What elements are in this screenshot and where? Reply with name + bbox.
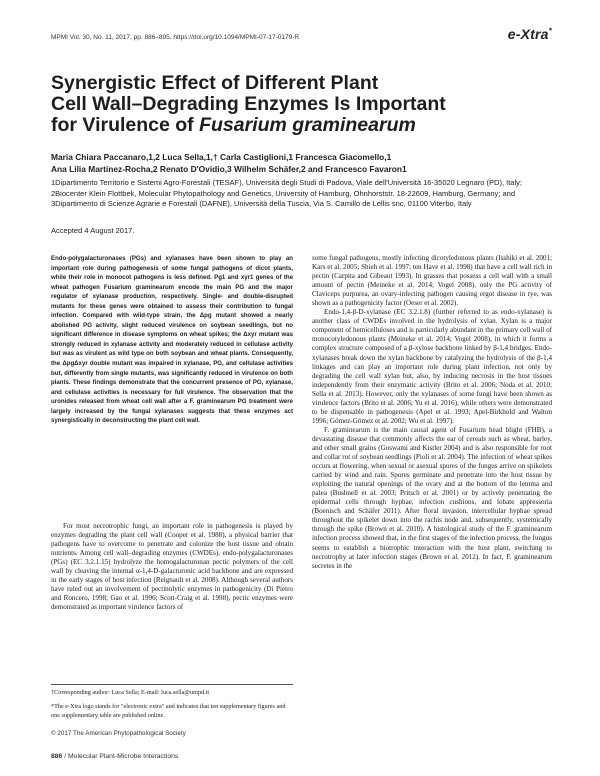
body-left-column: For most necrotrophic fungi, an important role in pathogenesis is played by enzymes degrading the plant cell wall (Cooper et al. 1988), a physical barrier that pathogens have to overcome to penetrate and colonize the host tissue and obtain nutrients. Among cell wall–degrading enzymes (CWDEs), endo-polygalacturonases (PGs) (EC 3.2.1.15) hydrolyze the homogalacturonan pectic polymers of the cell wall by cleaving the internal α-1,4-D-galacturonic acid backbone and are expressed in the early stages of host infection (Reignault et al. 2008). Although several authors have ruled out an involvement of pectinolytic enzymes in pathogenicity (Di Pietro and Roncero, 1998; Gao et al. 1996; Scott-Craig et al. 1998), pectic enzymes were demonstrated as important virulence factors of (51, 522, 293, 612)
page-footer (51, 753, 178, 760)
title-line-3 (51, 115, 551, 136)
author-list (51, 151, 551, 175)
copyright-line: © 2017 The American Phytopathological Society (51, 730, 186, 737)
affiliations: 1Dipartimento Territorio e Sistemi Agro-Forestali (TESAF), Università degli Studi di Padova, Viale dell'Università 16-35020 Legnaro (PD), Italy; 2Biocenter Klein Flottbek, Molecular Phytopathology and Genetics, University of Hamburg, Ohnhorststr. 18-22609, Hamburg, Germany; and 3Dipartimento di Scienze Agrarie e Forestali (DAFNE), Università della Tuscia, Via S. Camillo de Lellis snc, 01100 Viterbo, Italy (51, 178, 522, 209)
article-title (51, 73, 551, 136)
title-species: Fusarium graminearum (199, 114, 416, 136)
journal-name: / Molecular Plant-Microbe Interactions (62, 753, 179, 760)
title-line-3-text: for Virulence of (51, 114, 200, 136)
body-right-column (312, 254, 552, 571)
authors-line-1: Maria Chiara Paccanaro,1,2 Luca Sella,1,† Carla Castiglioni,1 Francesca Giacomello,1 (51, 152, 392, 162)
paragraph-fusarium: F. graminearum is the main causal agent of Fusarium head blight (FHB), a devastating disease that commonly affects the ear of cereals such as wheat, barley, and other small grains (Goswami and Kistler 2004) and is also responsible for root and collar rot of soybean seedlings (Pioli et al. 2004). The infection of wheat spikes occurs at flowering, when sexual or asexual spores of the fungus arrive on spikelets carried by wind and rain. Spores germinate and penetrate into the host tissue by exploiting the natural openings of the ovary and at the bottom of the lemma and palea (Bushnell et al. 2003; Pritsch et al. 2001) or by actively penetrating the epidermal cells through hyphae, infection cushions, and lobate appressoria (Boenisch and Schäfer 2011). After floral invasion, intercellular hyphae spread throughout the spikelet down into the rachis node and, subsequently, systemically through the spike (Brown et al. 2010). A histological study of the F. graminearum infection process showed that, in the first stages of the infection process, the fungus seems to establish a biotrophic interaction with the host plant, switching to necrotrophy at later infection stages (Brown et al. 2012). In fact, F. graminearum secretes in the (312, 425, 552, 570)
abstract: Endo-polygalacturonases (PGs) and xylanases have been shown to play an important role during pathogenesis of some fungal pathogens of dicot plants, while their role in monocot pathogens is less defined. Pg1 and xyr1 genes of the wheat pathogen Fusarium graminearum encode the main PG and the major regulator of xylanase production, respectively. Single- and double-disrupted mutants for these genes were obtained to assess their contribution to fungal infection. Compared with wild-type strain, the Δpg mutant showed a nearly abolished PG activity, slight reduced virulence on soybean seedlings, but no significant difference in disease symptoms on wheat spikes; the Δxyr mutant was strongly reduced in xylanase activity and moderately reduced in cellulase activity but was as virulent as wild type on both soybean and wheat plants. Consequently, the ΔpgΔxyr double mutant was impaired in xylanase, PG, and cellulase activities but, differently from single mutants, was significantly reduced in virulence on both plants. These findings demonstrate that the concurrent presence of PG, xylanase, and cellulase activities is necessary for full virulence. The observation that the uronides released from wheat cell wall after a F. graminearum PG treatment were largely increased by the fungal xylanases suggests that these enzymes act synergistically in deconstructing the plant cell wall. (51, 255, 293, 425)
footnote-divider (51, 684, 293, 685)
extra-logo-text: e-Xtra (507, 26, 549, 42)
extra-logo (508, 26, 552, 42)
extra-logo-mark: * (548, 26, 552, 36)
extra-note: *The e-Xtra logo stands for "electronic extra" and indicates that ten supplementary figures and one supplementary table are published online. (51, 703, 286, 719)
title-line-2: Cell Wall–Degrading Enzymes Is Important (51, 93, 446, 115)
journal-citation: MPMI Vol. 30, No. 11, 2017, pp. 886–895. https://doi.org/10.1094/MPMI-07-17-0179-R (51, 34, 300, 41)
accepted-date: Accepted 4 August 2017. (51, 226, 135, 235)
corresponding-author-note: †Corresponding author: Luca Sella; E-mail: luca.sella@unipd.it (51, 689, 210, 696)
authors-line-2: Ana Lilia Martínez-Rocha,2 Renato D'Ovidio,3 Wilhelm Schäfer,2 and Francesco Favaron1 (51, 164, 407, 174)
title-line-1: Synergistic Effect of Different Plant (51, 72, 379, 94)
paragraph-pectin: some fungal pathogens, mostly infecting dicotyledonous plants (Isshiki et al. 2001; Kars et al. 2005; Shieh et al. 1997; ten Have et al. 1998) that have a cell wall rich in pectin (Carpita and Gibeaut 1993). In grasses that possess a cell wall with a small amount of pectin (Meineke et al. 2014; Vogel 2008), only the PG activity of Claviceps purpurea, an ovary-infecting pathogen causing ergot disease in rye, was shown as a pathogenicity factor (Oeser et al. 2002). (312, 254, 552, 308)
page-number: 886 (51, 753, 63, 760)
paragraph-xylanase: Endo-1,4-β-D-xylanase (EC 3.2.1.8) (further referred to as endo-xylanase) is another class of CWDEs involved in the hydrolysis of xylan. Xylan is a major component of hemicelluloses and is particularly abundant in the primary cell wall of monocotyledonous plants (Meineke et al. 2014; Vogel 2008), in which it forms a complex structure composed of a β-xylose backbone linked by β-1,4 bridges. Endo-xylanases break down the xylan backbone by catalyzing the hydrolysis of the β-1,4 linkages and can play an important role during plant infection, not only by degrading the cell wall xylan but, also, by inducing necrosis in the host tissues independently from their enzymatic activity (Brito et al. 2006; Noda et al. 2010; Sella et al. 2013). However, only the xylanases of some fungi have been shown as virulence factors (Brito et al. 2006; Yu et al. 2016), while others were demonstrated to be dispensable in pathogenesis (Apel et al. 1993; Apel-Birkhold and Walton 1996; Gómez-Gómez et al. 2002; Wu et al. 1997). (312, 308, 552, 425)
